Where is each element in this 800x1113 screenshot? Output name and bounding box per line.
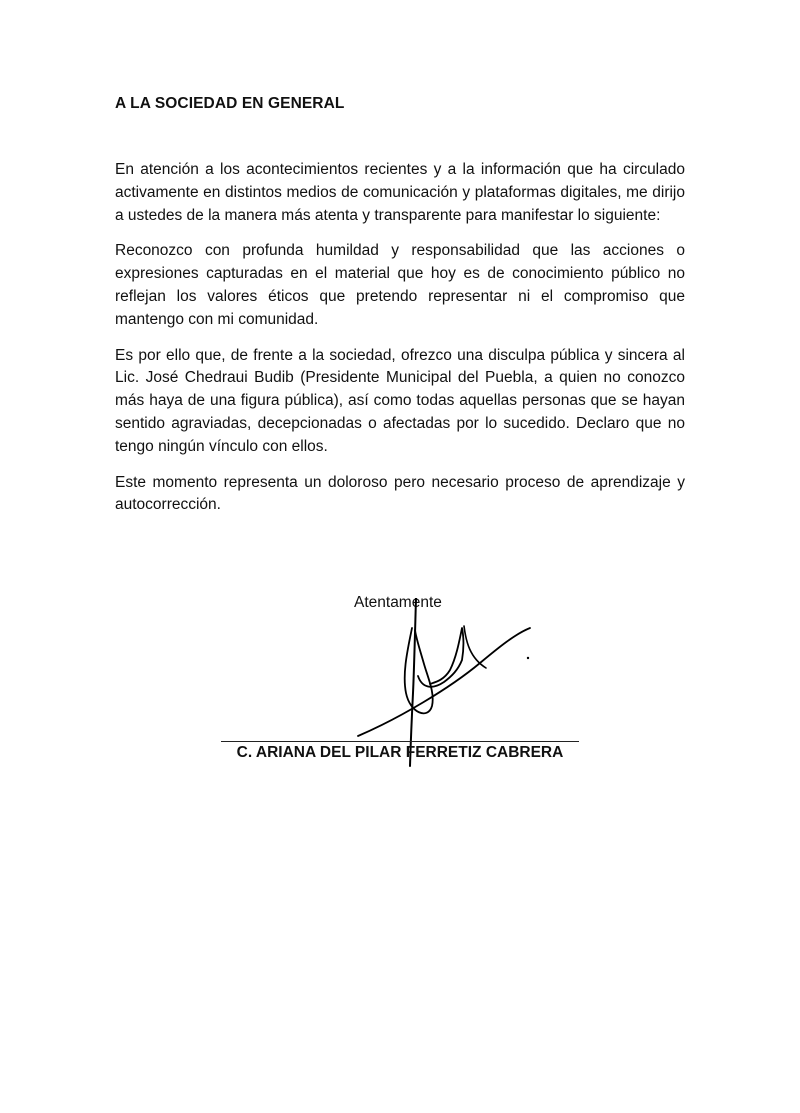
signature-stroke (418, 628, 464, 687)
paragraph-1: En atención a los acontecimientos recientes y a la información que ha circulado activamente en distintos medios de comunicación y plataformas digitales, me dirijo a ustedes de la manera más atenta y transparente para manifestar lo siguiente: (115, 161, 685, 224)
document-body (115, 159, 685, 530)
closing-phrase: Atentamente (354, 594, 442, 611)
signature-line (221, 741, 579, 742)
paragraph-2: Reconozco con profunda humildad y responsabilidad que las acciones o expresiones capturadas en el material que hoy es de conocimiento público no reflejan los valores éticos que pretendo representar ni el compromiso que mantengo con mi comunidad. (115, 242, 685, 328)
handwritten-signature (340, 598, 540, 768)
signature-stroke (405, 628, 433, 713)
paragraph-4: Este momento representa un doloroso pero necesario proceso de aprendizaje y autocorrección. (115, 473, 685, 514)
paragraph-3: Es por ello que, de frente a la sociedad, ofrezco una disculpa pública y sincera al Lic. José Chedraui Budib (Presidente Municipal del Puebla, a quien no conozco más haya de una figura pública), así como todas aquellas personas que se hayan sentido agraviadas, decepcionadas o afectadas por lo sucedido. Declaro que no tengo ningún vínculo con ellos. (115, 346, 685, 455)
document-heading: A LA SOCIEDAD EN GENERAL (115, 95, 345, 112)
signature-dot (527, 657, 529, 659)
signer-name: C. ARIANA DEL PILAR FERRETIZ CABRERA (236, 744, 564, 761)
